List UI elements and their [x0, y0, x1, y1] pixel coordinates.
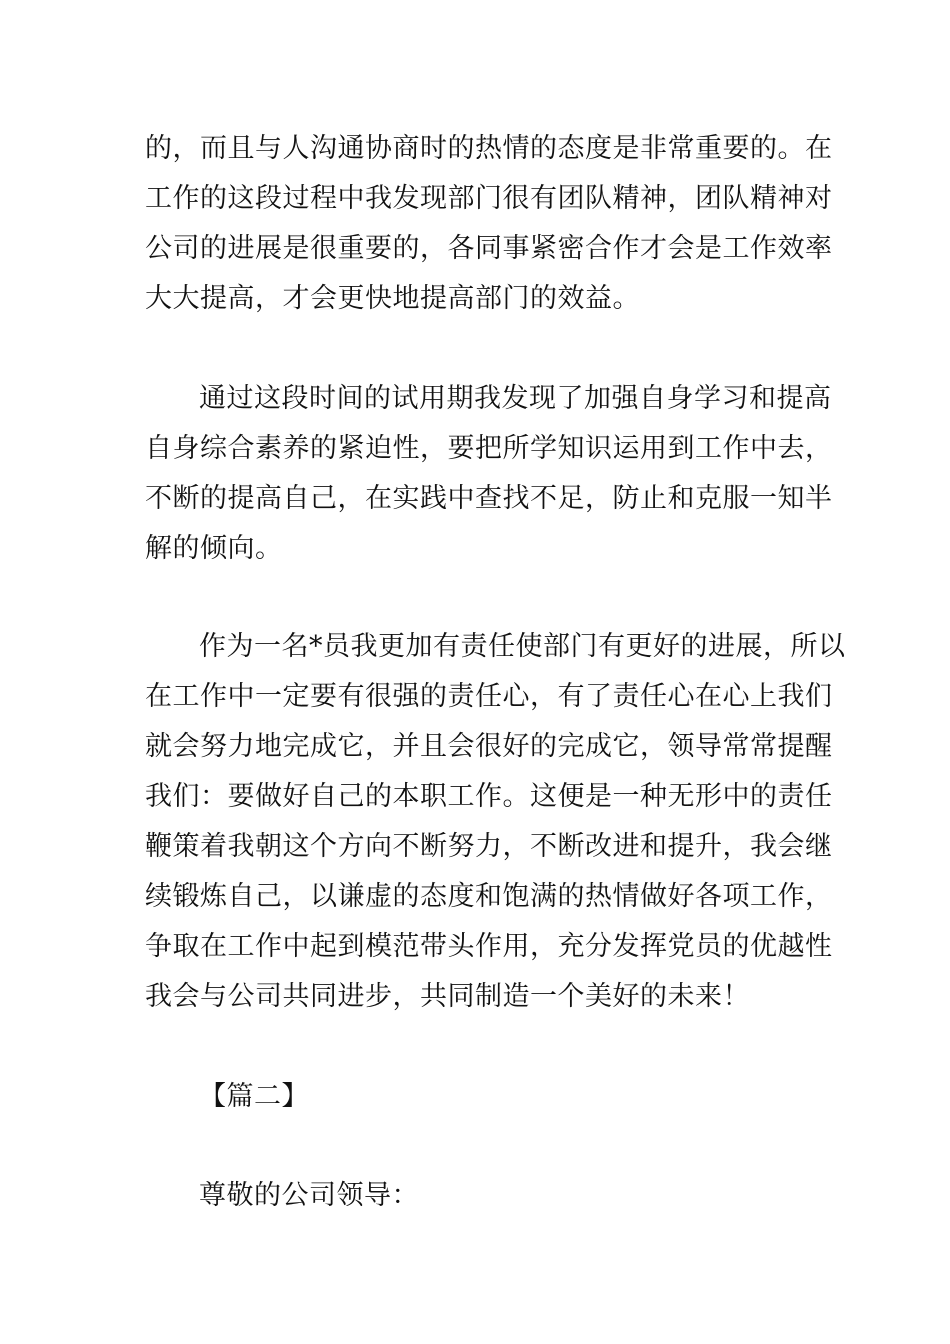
- salutation-block: [145, 1171, 810, 1221]
- paragraph-3: [145, 622, 846, 1022]
- paragraph-line: 作为一名*员我更加有责任使部门有更好的进展，所以: [199, 631, 846, 662]
- paragraph-line: 在工作中一定要有很强的责任心，有了责任心在心上我们: [145, 681, 833, 712]
- section-heading: 【篇二】: [199, 1081, 309, 1112]
- paragraph-1: [145, 124, 833, 324]
- section-heading-block: [145, 1072, 810, 1122]
- paragraph-line: 鞭策着我朝这个方向不断努力，不断改进和提升，我会继: [145, 831, 833, 862]
- paragraph-line: 大大提高，才会更快地提高部门的效益。: [145, 283, 640, 314]
- paragraph-2: [145, 374, 833, 574]
- paragraph-line: 我会与公司共同进步，共同制造一个美好的未来！: [145, 981, 750, 1012]
- paragraph-line: 不断的提高自己，在实践中查找不足，防止和克服一知半: [145, 483, 833, 514]
- paragraph-line: 的，而且与人沟通协商时的热情的态度是非常重要的。在: [145, 133, 833, 164]
- paragraph-line: 就会努力地完成它，并且会很好的完成它，领导常常提醒: [145, 731, 833, 762]
- paragraph-line: 续锻炼自己，以谦虚的态度和饱满的热情做好各项工作，: [145, 881, 833, 912]
- paragraph-line: 自身综合素养的紧迫性，要把所学知识运用到工作中去，: [145, 433, 833, 464]
- paragraph-line: 工作的这段过程中我发现部门很有团队精神，团队精神对: [145, 183, 833, 214]
- paragraph-line: 公司的进展是很重要的，各同事紧密合作才会是工作效率: [145, 233, 833, 264]
- paragraph-line: 解的倾向。: [145, 533, 283, 564]
- salutation: 尊敬的公司领导：: [199, 1180, 419, 1211]
- paragraph-line: 争取在工作中起到模范带头作用，充分发挥党员的优越性: [145, 931, 833, 962]
- paragraph-line: 通过这段时间的试用期我发现了加强自身学习和提高: [199, 383, 832, 414]
- paragraph-line: 我们：要做好自己的本职工作。这便是一种无形中的责任: [145, 781, 833, 812]
